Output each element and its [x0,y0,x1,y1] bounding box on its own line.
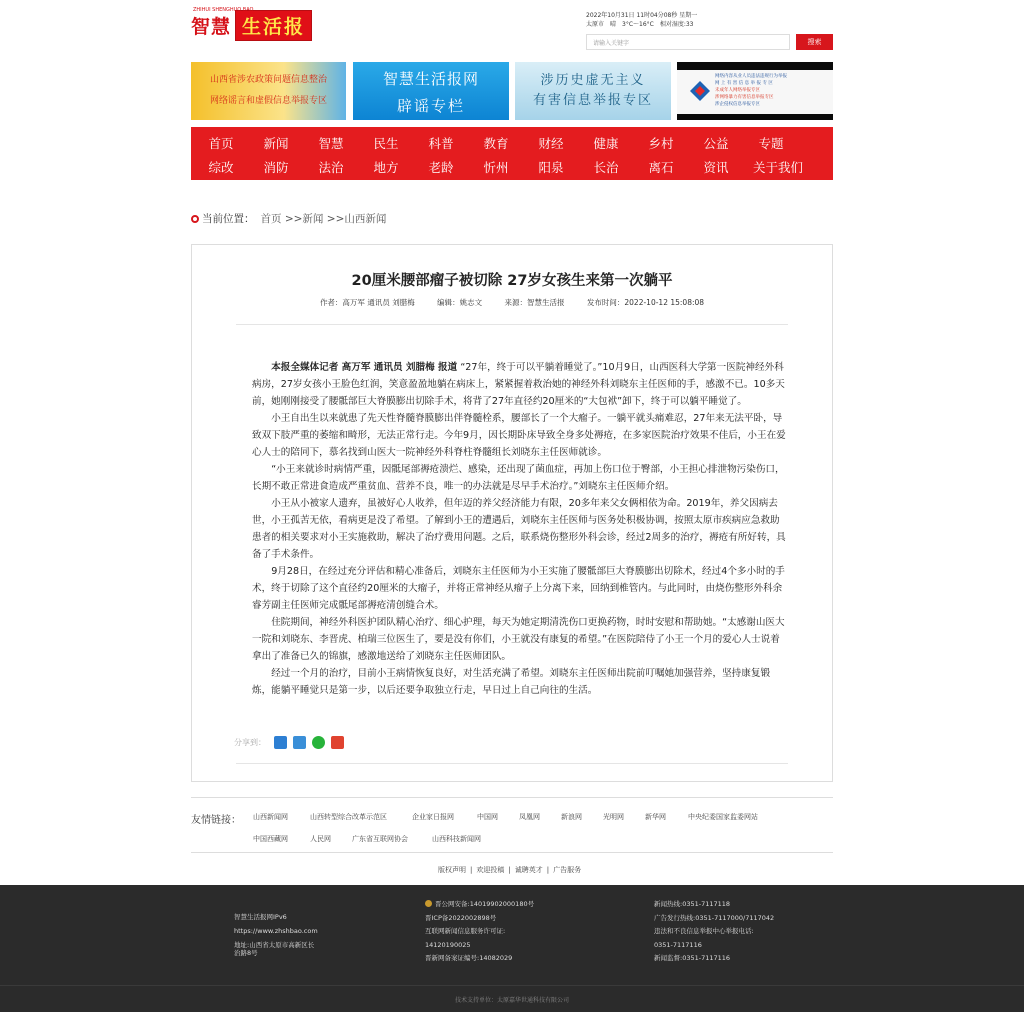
footer-text: 新闻监督:0351-7117116 [654,954,731,962]
friend-link[interactable]: 山西新闻网 [253,813,288,821]
article-paragraph: 9月28日，在经过充分评估和精心准备后，刘晓东主任医师为小王实施了腰骶部巨大脊膜膨出切除术，经过4个多小时的手术，终于切除了这个直径约20厘米的大瘤子，并将正常神经从瘤子上分离下来，回纳到椎管内。与此同时，由烧伤整形外科余睿芳副主任医师完成骶尾部褥疮清创缝合术。 [252,566,785,611]
nav-item[interactable]: 科普 [428,136,454,151]
divider [236,763,788,764]
nav-item[interactable]: 专题 [758,136,784,151]
breadcrumb-label: 当前位置： [202,213,255,225]
footer-text: 新闻热线:0351-7117118 [654,900,731,908]
bottom-link[interactable]: 版权声明 [438,866,466,874]
police-badge-icon [425,900,432,907]
bottom-link[interactable]: 广告服务 [553,866,582,874]
article-author: 作者：高万军 通讯员 刘腊梅 [319,298,415,307]
article-editor: 编辑：姚志文 [437,298,483,307]
bottom-link[interactable]: 诚聘英才 [514,866,543,874]
nav-item[interactable]: 离石 [648,160,674,175]
share-label: 分享到： [234,738,266,747]
breadcrumb [191,212,386,226]
banner-history-line1: 涉历史虚无主义 [540,73,646,88]
share-bar [234,736,344,749]
article-paragraph: 小王从小被家人遗弃，虽被好心人收养，但年迈的养父经济能力有限，20多年来父女俩相依为命。2019年，养父因病去世，小王孤苦无依，看病更是没了希望。了解到小王的遭遇后，刘晓东主任医师与医务处积极协调，按照太原市疾病应急救助患者的相关要求对小王实施救助，解决了治疗费用问题。之后，联系烧伤整形外科会诊，经过2周多的治疗，褥疮有所好转，具备了手术条件。 [252,498,786,560]
nav-item[interactable]: 教育 [483,136,509,151]
friend-links [191,797,833,853]
nav-item[interactable]: 乡村 [648,136,674,151]
banner-illegal-line: 涉网络暴力有害信息举报专区 [715,95,774,100]
nav-item[interactable]: 健康 [593,136,619,151]
friend-link[interactable]: 凤凰网 [519,813,540,821]
friend-link[interactable]: 中国西藏网 [253,835,288,843]
search-button[interactable]: 搜索 [796,34,833,50]
friend-link[interactable]: 新浪网 [561,813,582,821]
friend-links-label: 友情链接： [191,815,241,826]
banner-rumor-line1: 智慧生活报网 [382,70,479,88]
friend-link[interactable]: 中央纪委国家监委网站 [688,813,758,821]
friend-link[interactable]: 山西转型综合改革示范区 [310,813,387,821]
banner-agri-report[interactable] [191,62,346,120]
footer-text: 晋新网备案证编号:14082029 [425,954,513,962]
footer-text[interactable]: 晋公网安备:14019902000180号 [435,900,535,908]
banner-illegal-line: 未成年人网络举报专区 [715,88,760,93]
main-nav [191,127,833,180]
nav-item[interactable]: 忻州 [483,160,509,175]
nav-item[interactable]: 老龄 [428,160,454,175]
nav-item[interactable]: 关于我们 [752,160,803,175]
banner-rumor-line2: 辟谣专栏 [396,97,465,115]
friend-link[interactable]: 人民网 [310,835,331,843]
footer-support: 技术支持单位：太原嘉华世通科技有限公司 [0,985,1024,1012]
footer-text: 违法和不良信息举报中心举报电话: [654,927,754,935]
footer-text: 地址:山西省太原市高新区长 [234,941,315,949]
article-paragraph: 经过一个月的治疗，目前小王病情恢复良好，对生活充满了希望。刘晓东主任医师出院前叮嘱她加强营养，坚持康复锻炼，能躺平睡觉只是第一步，以后还要争取独立行走，早日过上自己向往的生活。 [252,668,771,696]
friend-link[interactable]: 中国网 [477,813,498,821]
share-plus-icon[interactable] [274,736,287,749]
bottom-link[interactable]: 欢迎投稿 [476,866,505,874]
friend-link[interactable]: 广东省互联网协会 [352,835,408,843]
bottom-links: 版权声明 | 欢迎投稿 | 诚聘英才 | 广告服务 [438,866,582,874]
article-title: 20厘米腰部瘤子被切除 27岁女孩生来第一次躺平 [351,273,673,289]
weather-text: 太原市 晴 3°C～16°C 相对湿度:33 [586,21,694,28]
footer-text: 智慧生活报网IPv6 [234,913,287,921]
footer-col-1 [234,911,318,957]
banner-illegal-report[interactable] [677,62,833,120]
nav-item[interactable]: 智慧 [318,136,344,151]
footer-text: 14120190025 [425,940,471,949]
article-paragraph [252,359,788,410]
site-logo[interactable] [191,7,312,40]
share-weibo-icon[interactable] [331,736,344,749]
banner-history-report[interactable] [515,62,671,120]
breadcrumb-path[interactable]: 首页 >>新闻 >>山西新闻 [260,213,387,225]
banner-history-line2: 有害信息举报专区 [532,93,653,108]
footer-url[interactable]: https://www.zhshbao.com [234,926,318,935]
article-paragraph: 住院期间，神经外科医护团队精心治疗、细心护理，每天为她定期清洗伤口更换药物，时时安慰和帮助她。“太感谢山医大一院和刘晓东、李晋虎、柏瑞三位医生了，要是没有你们，小王就没有康复的希望。”在医院陪侍了小王一个月的爱心人士说着拿出了准备已久的锦旗，感激地送给了刘晓东主任医师团队。 [252,617,785,662]
footer-text [425,898,534,912]
banner-rumor-column[interactable] [353,62,509,120]
footer-text: 治路8号 [234,949,258,957]
nav-item[interactable]: 新闻 [263,136,289,151]
article-source: 来源：智慧生活报 [504,298,565,307]
friend-link[interactable]: 山西科技新闻网 [432,835,481,843]
article-paragraph: 小王自出生以来就患了先天性脊髓脊膜膨出伴脊髓栓系，腰部长了一个大瘤子。一躺平就头痛难忍，27年来无法平卧，导致双下肢严重的萎缩和畸形，无法正常行走。今年9月，因长期卧床导致全身多处褥疮，在多家医院治疗效果不佳后，小王在爱心人士的陪同下，慕名找到山医大一院神经外科脊柱脊髓组长刘晓东主任医师就诊。 [252,413,786,458]
nav-item[interactable]: 财经 [538,136,564,151]
banner-illegal-line: 网络内容从业人员违法违规行为举报 [715,74,787,79]
banner-illegal-line: 涉企侵权信息举报专区 [715,102,760,107]
article-paragraph: “小王来就诊时病情严重，因骶尾部褥疮溃烂、感染，还出现了菌血症，再加上伤口位于臀部，小王担心排泄物污染伤口，长期不敢正常进食造成严重贫血、营养不良，唯一的办法就是尽早手术治疗。”刘晓东主任医师介绍。 [252,464,785,492]
footer-text: 广告发行热线:0351-7117000/7117042 [654,913,775,922]
banner-illegal-panel [677,70,833,114]
footer-col-2 [425,898,534,966]
divider [236,324,788,325]
friend-link[interactable]: 新华网 [645,813,666,821]
article-meta [192,297,832,308]
article-lead: 本报全媒体记者 高万军 通讯员 刘腊梅 报道 [271,362,458,373]
report-logo-icon [689,80,711,102]
nav-item[interactable]: 首页 [208,136,234,151]
share-wechat-icon[interactable] [312,736,325,749]
date-weather [586,11,697,29]
article-body [252,359,788,699]
banner-agri-line2: 网络谣言和虚假信息举报专区 [209,96,327,106]
footer-text: 互联网新闻信息服务许可证: [425,927,506,935]
nav-row-1 [191,134,833,156]
logo-text-1: 智慧 [191,15,232,38]
logo-text-2: 生活报 [235,10,312,41]
date-text: 2022年10月31日 11时04分08秒 星期一 [586,12,698,19]
search-input[interactable]: 请输入关键字 [586,34,790,50]
nav-row-2 [191,158,833,180]
friend-link[interactable]: 企业家日报网 [412,813,454,821]
header [191,0,833,60]
footer-col-3 [654,898,774,966]
article-time: 发布时间：2022-10-12 15:08:08 [586,298,705,307]
nav-item[interactable]: 资讯 [703,160,729,175]
nav-item[interactable]: 综改 [208,160,234,175]
nav-item[interactable]: 长治 [593,160,619,175]
nav-item[interactable]: 民生 [373,136,399,151]
nav-item[interactable]: 公益 [703,136,729,151]
nav-item[interactable]: 消防 [263,160,289,175]
footer-text[interactable]: 晋ICP备2022002898号 [425,913,497,922]
banner-illegal-line: 网 上 有 害 信 息 举 报 专 区 [715,81,773,86]
article [191,244,833,782]
banner-agri-line1: 山西省涉农政策问题信息整治 [209,75,327,85]
share-qzone-icon[interactable] [293,736,306,749]
friend-link[interactable]: 光明网 [603,813,624,821]
location-dot-icon [191,215,199,223]
nav-item[interactable]: 法治 [318,160,344,175]
footer [0,885,1024,1012]
logo-subtitle: ZHIHUI SHENGHUO BAO [193,7,254,13]
footer-text: 0351-7117116 [654,940,702,949]
nav-item[interactable]: 地方 [373,160,399,175]
article-paragraph-text: “27年，终于可以平躺着睡觉了。”10月9日，山西医科大学第一医院神经外科病房，27岁女孩小王脸色红润，笑意盈盈地躺在病床上，紧紧握着救治她的神经外科刘晓东主任医师的手，感激不已。10多天前，她刚刚接受了腰骶部巨大脊膜膨出切除手术，将背了27年直径约20厘米的“大包袱”卸下，终于可以躺平睡觉了。 [252,362,785,407]
nav-item[interactable]: 阳泉 [538,160,564,175]
